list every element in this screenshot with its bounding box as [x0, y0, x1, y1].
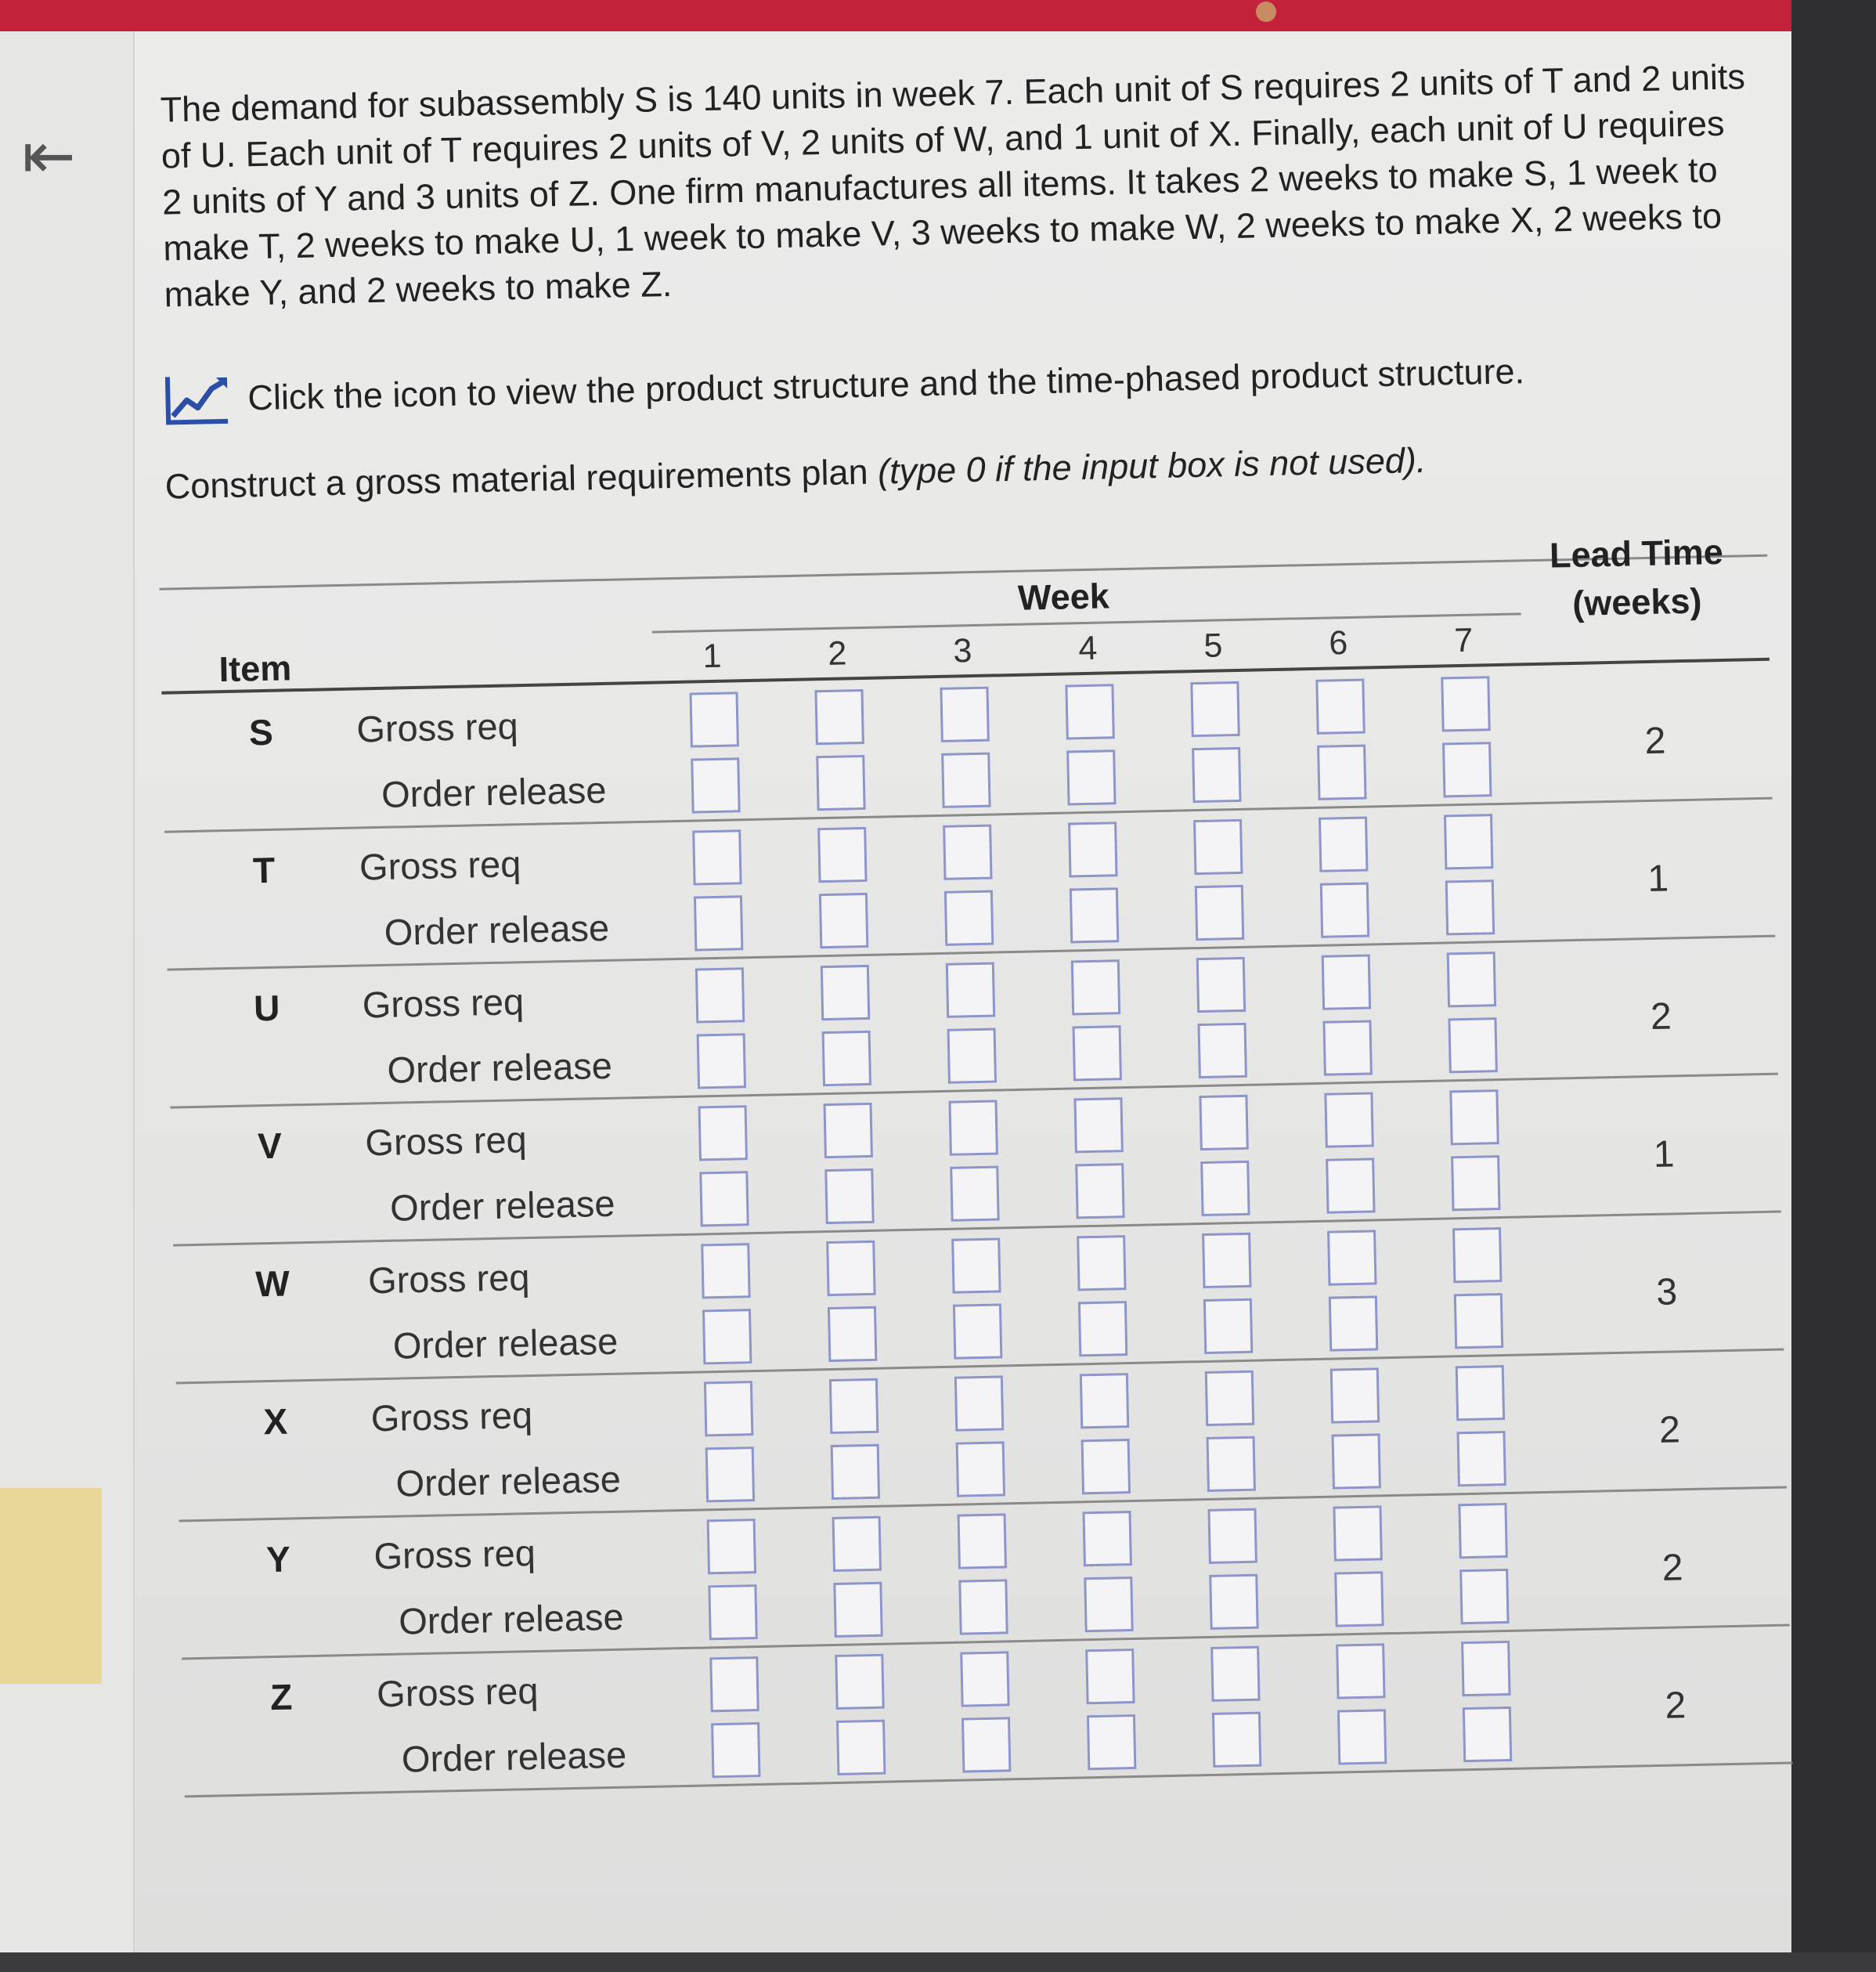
- input-u-order-release-week-6[interactable]: [1322, 1020, 1372, 1075]
- input-u-gross-req-week-1[interactable]: [695, 967, 745, 1023]
- input-s-gross-req-week-2[interactable]: [814, 689, 864, 745]
- camera-dot: [1256, 2, 1276, 22]
- input-v-order-release-week-2[interactable]: [824, 1168, 874, 1224]
- row-label-gross-req: Gross req: [376, 1669, 539, 1715]
- input-y-order-release-week-4[interactable]: [1084, 1577, 1133, 1632]
- input-w-gross-req-week-3[interactable]: [951, 1237, 1001, 1293]
- lead-time-y: 2: [1661, 1547, 1684, 1589]
- item-code-v: V: [257, 1125, 283, 1167]
- lead-time-t: 1: [1647, 858, 1669, 901]
- input-u-gross-req-week-2[interactable]: [821, 965, 870, 1020]
- input-y-gross-req-week-5[interactable]: [1207, 1508, 1257, 1564]
- lead-time-x: 2: [1658, 1409, 1681, 1451]
- input-w-order-release-week-6[interactable]: [1329, 1295, 1378, 1351]
- row-label-order-release: Order release: [398, 1595, 625, 1642]
- input-y-order-release-week-6[interactable]: [1334, 1571, 1384, 1627]
- input-w-gross-req-week-4[interactable]: [1077, 1235, 1126, 1291]
- row-label-gross-req: Gross req: [359, 843, 521, 888]
- input-u-gross-req-week-5[interactable]: [1196, 957, 1246, 1013]
- input-x-order-release-week-5[interactable]: [1207, 1436, 1256, 1492]
- input-x-gross-req-week-6[interactable]: [1330, 1367, 1380, 1423]
- first-page-arrow-icon[interactable]: ⇤: [22, 121, 76, 192]
- row-label-gross-req: Gross req: [364, 1118, 528, 1164]
- input-x-order-release-week-3[interactable]: [956, 1441, 1005, 1497]
- instruction-note: (type 0 if the input box is not used).: [877, 439, 1427, 492]
- input-v-order-release-week-4[interactable]: [1075, 1163, 1124, 1219]
- row-label-order-release: Order release: [401, 1733, 627, 1780]
- input-x-gross-req-week-5[interactable]: [1205, 1371, 1254, 1426]
- row-label-gross-req: Gross req: [373, 1531, 536, 1577]
- lead-time-u: 2: [1650, 995, 1672, 1038]
- input-z-gross-req-week-5[interactable]: [1210, 1646, 1260, 1702]
- input-t-order-release-week-4[interactable]: [1070, 887, 1119, 943]
- item-header: Item: [218, 648, 292, 690]
- input-u-order-release-week-3[interactable]: [947, 1028, 997, 1084]
- input-v-gross-req-week-7[interactable]: [1449, 1089, 1499, 1145]
- item-code-s: S: [248, 711, 274, 753]
- instruction-main: Construct a gross material requirements plan: [164, 451, 878, 507]
- product-structure-link-text[interactable]: Click the icon to view the product structure and the time-phased product structure.: [247, 351, 1525, 418]
- input-s-order-release-week-1[interactable]: [691, 757, 740, 813]
- input-t-gross-req-week-1[interactable]: [692, 829, 741, 885]
- input-u-gross-req-week-4[interactable]: [1071, 959, 1120, 1015]
- input-s-gross-req-week-5[interactable]: [1190, 681, 1239, 737]
- lead-time-unit-header: (weeks): [1571, 580, 1702, 623]
- input-s-gross-req-week-1[interactable]: [689, 692, 738, 747]
- row-label-gross-req: Gross req: [355, 705, 519, 750]
- input-z-gross-req-week-7[interactable]: [1461, 1641, 1510, 1696]
- input-z-gross-req-week-3[interactable]: [960, 1651, 1009, 1707]
- input-v-gross-req-week-6[interactable]: [1324, 1092, 1373, 1147]
- input-x-gross-req-week-2[interactable]: [829, 1378, 878, 1434]
- input-y-gross-req-week-7[interactable]: [1458, 1503, 1507, 1558]
- lead-time-header: Lead Time: [1549, 531, 1724, 576]
- input-y-order-release-week-3[interactable]: [958, 1579, 1008, 1634]
- input-y-order-release-week-7[interactable]: [1459, 1569, 1509, 1624]
- input-t-gross-req-week-6[interactable]: [1319, 817, 1368, 872]
- input-v-order-release-week-5[interactable]: [1200, 1161, 1250, 1216]
- week-label-6: 6: [1328, 623, 1348, 663]
- instruction: [164, 440, 1427, 507]
- row-label-order-release: Order release: [392, 1320, 619, 1367]
- input-v-gross-req-week-5[interactable]: [1199, 1095, 1248, 1150]
- input-u-order-release-week-5[interactable]: [1197, 1023, 1246, 1078]
- lead-time-w: 3: [1655, 1271, 1678, 1313]
- input-x-gross-req-week-3[interactable]: [954, 1375, 1004, 1431]
- input-v-order-release-week-7[interactable]: [1451, 1155, 1500, 1211]
- item-code-u: U: [253, 987, 280, 1029]
- input-x-order-release-week-4[interactable]: [1081, 1439, 1131, 1494]
- input-x-order-release-week-2[interactable]: [831, 1444, 880, 1500]
- input-z-order-release-week-7[interactable]: [1463, 1707, 1512, 1762]
- item-code-y: Y: [265, 1538, 291, 1580]
- input-y-gross-req-week-6[interactable]: [1333, 1505, 1382, 1561]
- week-label-7: 7: [1453, 621, 1474, 660]
- input-s-gross-req-week-6[interactable]: [1315, 679, 1365, 735]
- input-w-order-release-week-5[interactable]: [1203, 1298, 1253, 1354]
- problem-statement: The demand for subassembly S is 140 units in week 7. Each unit of S requires 2 units of T and 2 units of U. Each unit of T requires 2 units of V, 2 units of W, and 1 unit of X. Finally, each unit of U requires 2 units of Y and 3 units of Z. One firm manufactures all items. It takes 2 weeks to make S, 1 week to make T, 2 weeks to make U, 1 week to make V, 3 weeks to make W, 2 weeks to make X, 2 weeks to make Y, and 2 weeks to make Z.: [160, 56, 1746, 315]
- input-z-gross-req-week-6[interactable]: [1336, 1643, 1385, 1699]
- input-y-gross-req-week-1[interactable]: [707, 1519, 756, 1574]
- input-x-gross-req-week-7[interactable]: [1456, 1365, 1505, 1421]
- line-chart-icon[interactable]: [163, 371, 231, 428]
- input-y-order-release-week-5[interactable]: [1209, 1574, 1258, 1630]
- input-u-gross-req-week-7[interactable]: [1447, 952, 1496, 1007]
- input-z-order-release-week-6[interactable]: [1337, 1709, 1387, 1764]
- item-code-t: T: [252, 849, 276, 891]
- input-z-order-release-week-2[interactable]: [836, 1720, 886, 1775]
- input-y-gross-req-week-4[interactable]: [1082, 1511, 1131, 1566]
- input-w-gross-req-week-7[interactable]: [1452, 1227, 1502, 1283]
- input-w-order-release-week-3[interactable]: [953, 1303, 1002, 1359]
- input-y-gross-req-week-3[interactable]: [958, 1513, 1007, 1569]
- input-s-order-release-week-6[interactable]: [1317, 745, 1366, 800]
- row-label-gross-req: Gross req: [367, 1256, 530, 1302]
- input-w-order-release-week-7[interactable]: [1454, 1293, 1503, 1349]
- input-w-order-release-week-4[interactable]: [1078, 1301, 1127, 1356]
- input-u-gross-req-week-6[interactable]: [1322, 954, 1371, 1009]
- input-v-gross-req-week-4[interactable]: [1073, 1097, 1123, 1153]
- input-u-order-release-week-4[interactable]: [1073, 1025, 1122, 1081]
- input-u-order-release-week-7[interactable]: [1448, 1017, 1497, 1073]
- input-z-gross-req-week-4[interactable]: [1085, 1649, 1135, 1704]
- input-w-gross-req-week-1[interactable]: [701, 1243, 750, 1298]
- input-v-order-release-week-3[interactable]: [950, 1165, 999, 1221]
- input-t-order-release-week-5[interactable]: [1195, 885, 1244, 941]
- input-v-gross-req-week-2[interactable]: [824, 1103, 873, 1158]
- input-z-order-release-week-5[interactable]: [1212, 1712, 1261, 1768]
- input-s-order-release-week-2[interactable]: [816, 755, 865, 811]
- row-label-order-release: Order release: [381, 768, 607, 815]
- input-t-gross-req-week-5[interactable]: [1193, 819, 1243, 875]
- input-z-gross-req-week-1[interactable]: [709, 1656, 759, 1712]
- input-w-gross-req-week-6[interactable]: [1327, 1230, 1376, 1285]
- row-label-gross-req: Gross req: [370, 1394, 533, 1439]
- input-z-order-release-week-1[interactable]: [711, 1722, 760, 1778]
- input-s-gross-req-week-4[interactable]: [1065, 684, 1114, 739]
- input-t-gross-req-week-4[interactable]: [1068, 822, 1117, 877]
- week-label-1: 1: [702, 637, 722, 676]
- row-label-order-release: Order release: [386, 1044, 613, 1091]
- lead-time-s: 2: [1644, 720, 1666, 763]
- input-t-order-release-week-1[interactable]: [694, 895, 743, 951]
- input-t-order-release-week-3[interactable]: [944, 890, 994, 946]
- item-code-z: Z: [269, 1676, 293, 1718]
- input-z-order-release-week-3[interactable]: [961, 1717, 1011, 1772]
- input-y-order-release-week-1[interactable]: [708, 1584, 757, 1640]
- input-t-gross-req-week-3[interactable]: [943, 825, 992, 880]
- input-v-order-release-week-6[interactable]: [1326, 1158, 1375, 1213]
- input-t-order-release-week-7[interactable]: [1445, 879, 1495, 935]
- item-code-x: X: [262, 1400, 288, 1443]
- week-label-3: 3: [952, 632, 972, 670]
- row-label-gross-req: Gross req: [362, 981, 525, 1026]
- table-top-rule: [160, 554, 1768, 591]
- question-content: [0, 13, 1812, 1971]
- screen: [0, 31, 1791, 1952]
- input-s-gross-req-week-7[interactable]: [1441, 676, 1490, 731]
- input-t-order-release-week-6[interactable]: [1320, 883, 1369, 938]
- input-v-gross-req-week-1[interactable]: [698, 1105, 748, 1161]
- input-x-gross-req-week-4[interactable]: [1080, 1373, 1129, 1428]
- product-structure-link[interactable]: [163, 340, 1525, 431]
- input-x-gross-req-week-1[interactable]: [704, 1381, 753, 1436]
- week-label-5: 5: [1203, 627, 1223, 665]
- row-label-order-release: Order release: [389, 1182, 616, 1229]
- input-u-order-release-week-2[interactable]: [822, 1031, 871, 1086]
- input-s-order-release-week-7[interactable]: [1442, 742, 1492, 797]
- input-t-gross-req-week-7[interactable]: [1444, 814, 1493, 869]
- input-t-gross-req-week-2[interactable]: [817, 827, 867, 883]
- week-label-4: 4: [1077, 629, 1098, 668]
- input-s-order-release-week-3[interactable]: [941, 753, 990, 808]
- input-w-order-release-week-2[interactable]: [828, 1306, 877, 1362]
- input-y-order-release-week-2[interactable]: [833, 1582, 882, 1638]
- input-v-order-release-week-1[interactable]: [699, 1171, 749, 1226]
- input-w-gross-req-week-2[interactable]: [826, 1241, 875, 1296]
- input-s-gross-req-week-3[interactable]: [940, 687, 989, 742]
- row-label-order-release: Order release: [395, 1457, 622, 1504]
- input-u-gross-req-week-3[interactable]: [946, 963, 995, 1018]
- input-x-order-release-week-6[interactable]: [1332, 1433, 1381, 1489]
- input-z-gross-req-week-2[interactable]: [835, 1654, 884, 1710]
- input-w-gross-req-week-5[interactable]: [1202, 1233, 1251, 1288]
- input-x-order-release-week-7[interactable]: [1456, 1431, 1506, 1486]
- input-u-order-release-week-1[interactable]: [697, 1033, 746, 1089]
- lead-time-v: 1: [1653, 1133, 1676, 1176]
- week-label-2: 2: [828, 634, 847, 673]
- input-y-gross-req-week-2[interactable]: [832, 1516, 882, 1572]
- item-code-w: W: [254, 1262, 290, 1305]
- input-t-order-release-week-2[interactable]: [819, 893, 868, 948]
- input-z-order-release-week-4[interactable]: [1087, 1714, 1136, 1770]
- lead-time-z: 2: [1664, 1685, 1687, 1727]
- input-v-gross-req-week-3[interactable]: [948, 1100, 998, 1155]
- row-label-order-release: Order release: [384, 906, 610, 953]
- week-header: Week: [1017, 576, 1110, 618]
- input-s-order-release-week-5[interactable]: [1192, 747, 1241, 803]
- input-x-order-release-week-1[interactable]: [705, 1446, 755, 1502]
- input-w-order-release-week-1[interactable]: [702, 1309, 752, 1364]
- input-s-order-release-week-4[interactable]: [1066, 749, 1116, 805]
